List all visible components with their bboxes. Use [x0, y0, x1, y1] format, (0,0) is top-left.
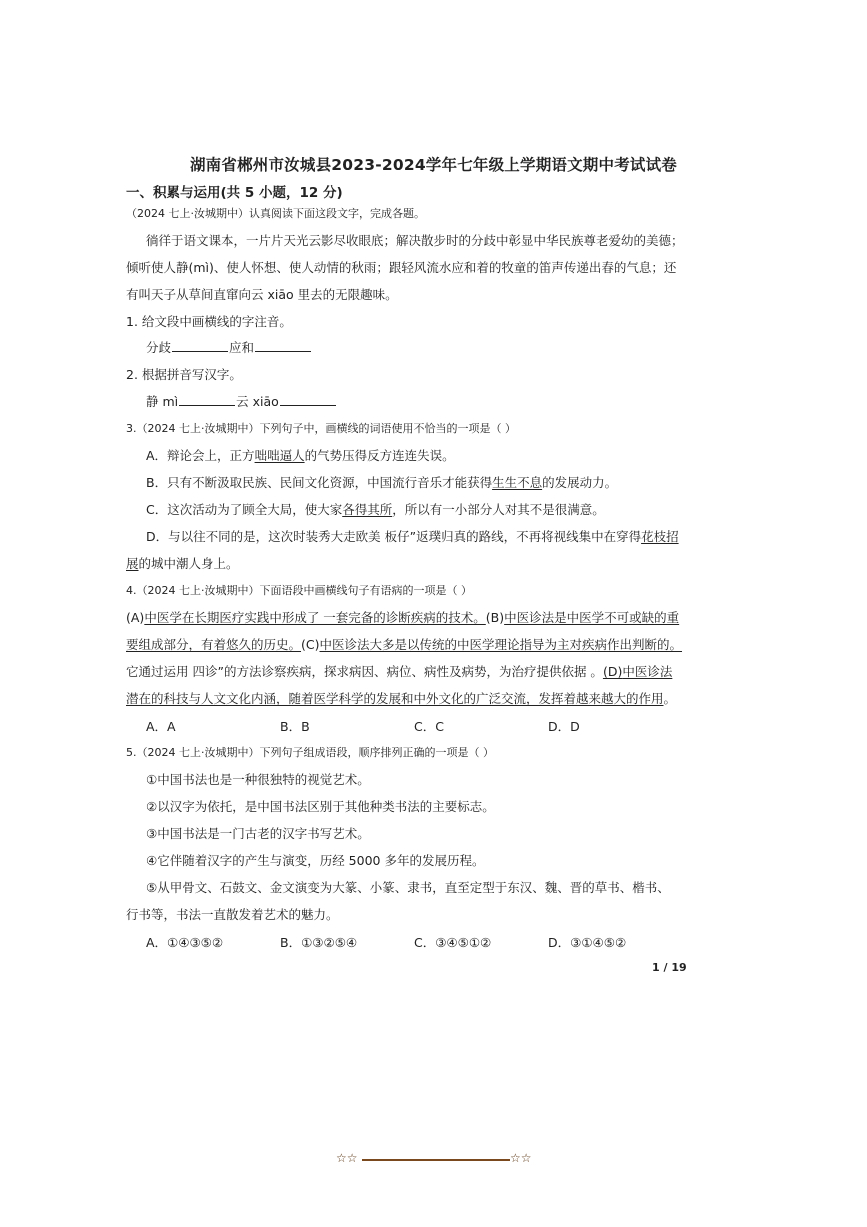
- q4-option-b[interactable]: B．B: [280, 719, 310, 734]
- q5-option-c[interactable]: C．③④⑤①②: [414, 935, 492, 950]
- q1-answers: [146, 339, 766, 357]
- q1-blank-a[interactable]: [172, 339, 228, 352]
- q3-option-a: [146, 447, 766, 465]
- q4-options: [146, 717, 746, 735]
- q3-option-b: [146, 474, 766, 492]
- q4-sentence-c: 中医诊法大多是以传统的中医学理论指导为主对疾病作出判断的。: [319, 637, 683, 652]
- q4-line-3: [126, 663, 746, 681]
- q4-period: 。: [663, 691, 677, 706]
- q4-option-d[interactable]: D．D: [548, 719, 580, 734]
- q4-label-c: (C): [301, 637, 320, 652]
- q3-d-text-end: 的城中潮人身上。: [138, 556, 239, 571]
- q5-sentence-4: ④它伴随着汉字的产生与演变，历经 5000 多年的发展历程。: [146, 853, 485, 868]
- q5-option-d[interactable]: D．③①④⑤②: [548, 935, 627, 950]
- footer-ornament: [336, 1152, 536, 1168]
- q4-sentence-b: 中医诊法是中医学不可或缺的重: [504, 610, 680, 625]
- passage-line-2: 倾听使人静(mì)、使人怀想、使人动情的秋雨；跟轻风流水应和着的牧童的笛声传递出春的气息；还: [126, 260, 677, 275]
- q3-d-underlined-end: 展: [126, 556, 139, 571]
- q2-stem: 2. 根据拼音写汉字。: [126, 367, 242, 382]
- q2-blank-b[interactable]: [280, 393, 336, 406]
- star-icon: ☆☆: [336, 1151, 358, 1165]
- q1-word-a: 分歧: [146, 340, 172, 355]
- q5-sentence-5: ⑤从甲骨文、石鼓文、金文演变为大篆、小篆、隶书，直至定型于东汉、魏、晋的草书、楷书、: [146, 880, 670, 895]
- q5-options: [146, 933, 746, 951]
- q5-stem: 5.（2024 七上·汝城期中）下列句子组成语段，顺序排列正确的一项是（ ）: [126, 746, 494, 759]
- q4-label-a: (A): [126, 610, 145, 625]
- q3-option-c: [146, 501, 766, 519]
- q1-word-b: 应和: [229, 340, 255, 355]
- q3-a-text: A．辩论会上，正方: [146, 448, 255, 463]
- q4-plain-text: 它通过运用 四诊”的方法诊察疾病，探求病因、病位、病性及病势，为治疗提供依据 。: [126, 664, 603, 679]
- q4-line-2: [126, 636, 746, 654]
- q4-option-a[interactable]: A．A: [146, 719, 176, 734]
- q2-blank-a[interactable]: [179, 393, 235, 406]
- q5-option-b[interactable]: B．①③②⑤④: [280, 935, 358, 950]
- footer-divider: [362, 1159, 510, 1161]
- q4-sentence-b-end: 要组成部分，有着悠久的历史。: [126, 637, 302, 652]
- q3-b-text-end: 的发展动力。: [542, 475, 618, 490]
- q3-b-underlined: 生生不息: [492, 475, 543, 490]
- q5-sentence-5-cont: 行书等，书法一直散发着艺术的魅力。: [126, 907, 339, 922]
- q5-option-a[interactable]: A．①④③⑤②: [146, 935, 224, 950]
- q3-stem: 3.（2024 七上·汝城期中）下列句子中，画横线的词语使用不恰当的一项是（ ）: [126, 422, 516, 435]
- q3-c-underlined: 各得其所: [342, 502, 393, 517]
- q1-blank-b[interactable]: [255, 339, 311, 352]
- q5-sentence-2: ②以汉字为依托，是中国书法区别于其他种类书法的主要标志。: [146, 799, 495, 814]
- q3-option-d: [146, 528, 766, 546]
- q5-sentence-1: ①中国书法也是一种很独特的视觉艺术。: [146, 772, 370, 787]
- q4-stem: 4.（2024 七上·汝城期中）下面语段中画横线句子有语病的一项是（ ）: [126, 584, 472, 597]
- q4-line-1: [126, 609, 746, 627]
- q3-d-text: D．与以往不同的是，这次时装秀大走欧美 板仔”返璞归真的路线，不再将视线集中在穿得: [146, 529, 642, 544]
- section-heading: 一、积累与运用(共 5 小题，12 分): [126, 185, 343, 201]
- page-title: 湖南省郴州市汝城县2023-2024学年七年级上学期语文期中考试试卷: [189, 156, 677, 174]
- q4-sentence-a: 中医学在长期医疗实践中形成了 一套完备的诊断疾病的技术。: [144, 610, 486, 625]
- q4-option-c[interactable]: C．C: [414, 719, 444, 734]
- q2-word-b: 云 xiāo: [236, 394, 279, 409]
- q3-d-underlined: 花枝招: [641, 529, 679, 544]
- q3-c-text: C．这次活动为了顾全大局，使大家: [146, 502, 343, 517]
- page-number: 1 / 19: [652, 961, 687, 974]
- q2-word-a: 静 mì: [146, 394, 179, 409]
- passage-line-1: 徜徉于语文课本，一片片天光云影尽收眼底；解决散步时的分歧中彰显中华民族尊老爱幼的美德；: [146, 233, 684, 248]
- intro-source: （2024 七上·汝城期中）认真阅读下面这段文字，完成各题。: [126, 207, 425, 220]
- q2-answers: [146, 393, 766, 411]
- q3-c-text-end: ，所以有一小部分人对其不是很满意。: [392, 502, 605, 517]
- q4-line-4: [126, 690, 746, 708]
- q3-a-text-end: 的气势压得反方连连失误。: [304, 448, 455, 463]
- passage-line-3: 有叫天子从草间直窜向云 xiāo 里去的无限趣味。: [126, 287, 398, 302]
- q3-option-d-cont: [126, 555, 746, 573]
- q4-label-b: (B): [485, 610, 505, 625]
- q4-sentence-d: 中医诊法: [622, 664, 673, 679]
- q1-stem: 1. 给文段中画横线的字注音。: [126, 314, 292, 329]
- q5-sentence-3: ③中国书法是一门古老的汉字书写艺术。: [146, 826, 370, 841]
- q3-a-underlined: 咄咄逼人: [254, 448, 305, 463]
- q4-sentence-d-end: 潜在的科技与人文文化内涵，随着医学科学的发展和中外文化的广泛交流，发挥着越来越大的作用: [126, 691, 664, 706]
- star-icon: ☆☆: [510, 1151, 532, 1165]
- q3-b-text: B．只有不断汲取民族、民间文化资源，中国流行音乐才能获得: [146, 475, 493, 490]
- q4-label-d: (D): [602, 664, 623, 679]
